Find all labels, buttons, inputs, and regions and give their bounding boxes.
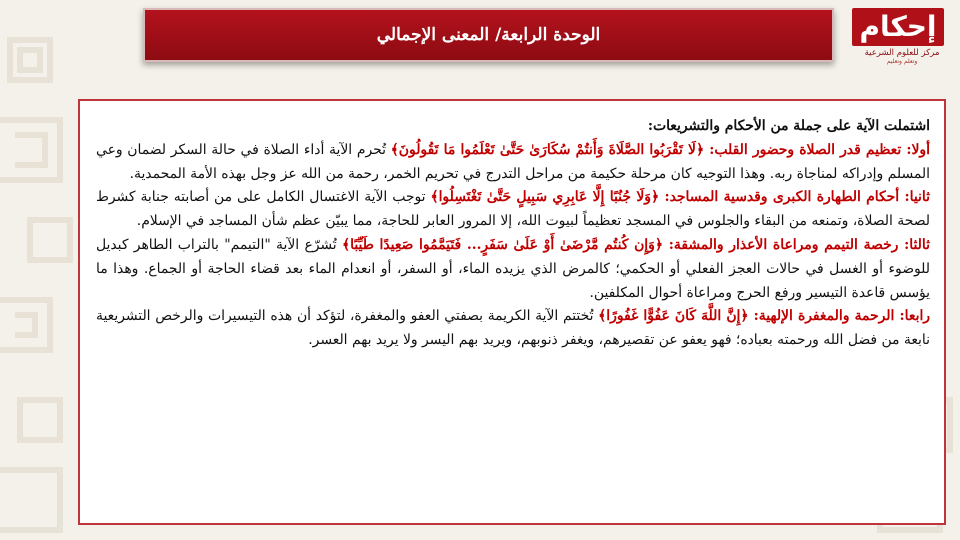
point-2 [96,186,930,234]
logo-tagline: وتعلم وتعليم [886,58,918,65]
point-2-body: توجب الآية الاغتسال الكامل على من أصابته جنابة كشرط لصحة الصلاة، وتمنعه من البقاء والجلوس في المسجد تعظيماً لبيوت الله، إلا المرور العابر للحاجة، مما يبيّن عظم شأن المساجد في الإسلام. [96,189,930,230]
point-4 [96,305,930,353]
point-4-verse: ﴿إِنَّ اللَّهَ كَانَ عَفُوًّا غَفُورًا﴾ [598,308,749,325]
logo-subtitle: مركز للعلوم الشرعية [864,48,940,58]
content-panel [78,99,946,525]
point-1-heading: أولا: تعظيم قدر الصلاة وحضور القلب: [704,141,931,158]
point-3-body: تُشرّع الآية "التيمم" بالتراب الطاهر كبديل للوضوء أو الغسل في حالات العجز الفعلي أو الحكمي؛ كالمرض الذي يزيده الماء، أو السفر، أو انعدام الماء بعد قضاء الحاجة أو الجماع. وهذا ما يؤسس قاعدة التيسير ورفع الحرج ومراعاة أحوال المكلفين. [96,236,930,301]
intro-line: اشتملت الآية على جملة من الأحكام والتشريعات: [647,118,930,134]
point-1-verse: ﴿لَا تَقْرَبُوا الصَّلَاةَ وَأَنتُمْ سُكَارَىٰ حَتَّىٰ تَعْلَمُوا مَا تَقُولُونَ﴾ [390,141,705,158]
point-3-heading: ثالثا: رخصة التيمم ومراعاة الأعذار والمشقة: [663,236,930,253]
point-2-verse: ﴿وَلَا جُنُبًا إِلَّا عَابِرِي سَبِيلٍ حَتَّىٰ تَغْتَسِلُوا﴾ [430,189,660,206]
point-1 [96,139,930,187]
point-2-heading: ثانيا: أحكام الطهارة الكبرى وقدسية المساجد: [659,189,930,206]
point-4-body: تُختتم الآية الكريمة بصفتي العفو والمغفرة، لتؤكد أن هذه التيسيرات والرخص التشريعية نابعة من فضل الله ورحمته بعباده؛ فهو يعفو عن تقصيرهم، ويغفر ذنوبهم، ويريد بهم اليسر ولا يريد بهم العسر. [96,308,930,349]
brand-logo [852,4,952,68]
point-1-body: تُحرم الآية أداء الصلاة في حالة السكر لضمان وعي المسلم وإدراكه لمناجاة ربه. وهذا التوجيه كان مرحلة حكيمة من مراحل التدرج في تحريم الخمر، رحمة من الله عز وجل بهذه الأمة المحمدية. [96,141,930,182]
point-4-heading: رابعا: الرحمة والمغفرة الإلهية: [748,308,931,325]
slide-title: الوحدة الرابعة/ المعنى الإجمالي [376,25,601,45]
slide-title-bar [143,8,834,62]
point-3-verse: ﴿وَإِن كُنتُم مَّرْضَىٰ أَوْ عَلَىٰ سَفَرٍ... فَتَيَمَّمُوا صَعِيدًا طَيِّبًا﴾ [341,236,664,253]
logo-wordmark: إحكام [852,8,944,46]
point-3 [96,234,930,305]
